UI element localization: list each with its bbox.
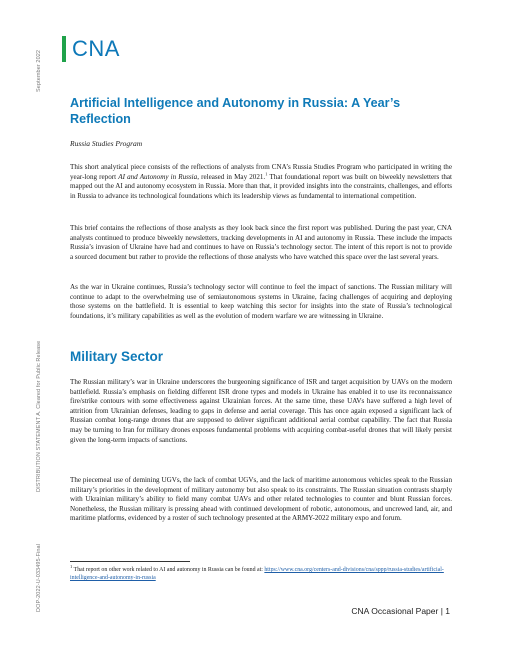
paragraph-intro-c: That foundational report was built on biweekly newsletters that mapped out the AI and autonomy ecosystem in Russia. More than that, it provided insights into the constraints, challenges, and efforts in Russia to advance its technological foundations which its leadership views as fundamental to international competition. (70, 172, 452, 200)
sidebar-distribution-statement: DISTRIBUTION STATEMENT A. Cleared for Public Release (36, 340, 42, 492)
paragraph-intro (70, 163, 452, 201)
footnote-number: 1 (70, 564, 73, 570)
program-name: Russia Studies Program (70, 139, 143, 148)
paragraph-military-1: The Russian military’s war in Ukraine underscores the burgeoning significance of ISR and target acquisition by UAVs on the modern battlefield. Russia’s emphasis on fielding different ISR drone types and models in Ukraine has enabled it to use its reconnaissance fire/strike contours with some effectiveness against Ukrainian forces. At the same time, these UAVs have suffered a high level of attrition from Ukrainian defenses, leading to gaps in defense and aerial coverage. This has once again exposed a significant lack of Russian combat long-range drones that are supposed to deliver significant additional aerial combat capability. The fact that Russia may be turning to Iran for military drones exposes fundamental problems with acquiring combat-useful drones that will likely persist given the long-term impacts of sanctions. (70, 378, 452, 444)
sidebar-date: September 2022 (36, 49, 42, 92)
document-title: Artificial Intelligence and Autonomy in Russia: A Year’s Reflection (70, 96, 401, 126)
cna-logo (62, 36, 120, 62)
footnote-reference[interactable]: 1 (265, 171, 268, 177)
footnote-text: That report on other work related to AI and autonomy in Russia can be found at: (72, 567, 265, 573)
paragraph-military-2: The piecemeal use of demining UGVs, the lack of combat UGVs, and the lack of maritime autonomous vehicles speak to the Russian military’s priorities in the development of military autonomy but also speak to its constraints. The Russian situation contrasts sharply with Ukrainian military’s ability to field many combat UAVs and other related technologies to counter and blunt Russian forces. Nonetheless, the Russian military is pressing ahead with continued development of robotic, autonomous, and uncrewed land, air, and maritime platforms, evidenced by a roster of such technology presented at the ARMY-2022 military expo and forum. (70, 476, 452, 523)
footnote-divider (70, 561, 190, 562)
sidebar-document-number: DOP-2022-U-033495-Final (36, 543, 42, 612)
paragraph-reflections: This brief contains the reflections of those analysts as they look back since the first report was published. During the past year, CNA analysts continued to produce biweekly newsletters, tracking developments in AI and autonomy in Russia. These include the impacts Russia’s invasion of Ukraine have had and continues to have on Russia’s technology sector. The intent of this report is not to provide a sourced document but rather to provide the reflections of those analysts who have watched this space over the last several years. (70, 224, 452, 261)
page-footer: CNA Occasional Paper | 1 (351, 606, 450, 616)
logo-text: CNA (72, 36, 120, 61)
paragraph-intro-a: This short analytical piece consists of the reflections of analysts from CNA’s Russia Studies Program who participated in writing the year-long report (70, 163, 452, 181)
paragraph-war: As the war in Ukraine continues, Russia’s technology sector will continue to feel the impact of sanctions. The Russian military will continue to adapt to the overwhelming use of semiautonomous systems in Ukraine, facing challenges of acquiring and deploying those systems on the battlefield. It is essential to keep watching this sector for insights into the state of Russia’s technological foundations, it’s military capabilities as well as the evolution of modern warfare we are witnessing in Ukraine. (70, 283, 452, 320)
report-title-reference: AI and Autonomy in Russia (118, 172, 198, 181)
section-heading-military: Military Sector (70, 349, 164, 364)
logo-bar (62, 36, 66, 62)
footnote (70, 566, 452, 582)
paragraph-intro-b: , released in May 2021. (197, 172, 266, 181)
footnote-link[interactable]: https://www.cna.org/centers-and-divisions/cna/sppp/russia-studies/artificial-intelligence-and-autonomy-in-russia (70, 567, 444, 581)
